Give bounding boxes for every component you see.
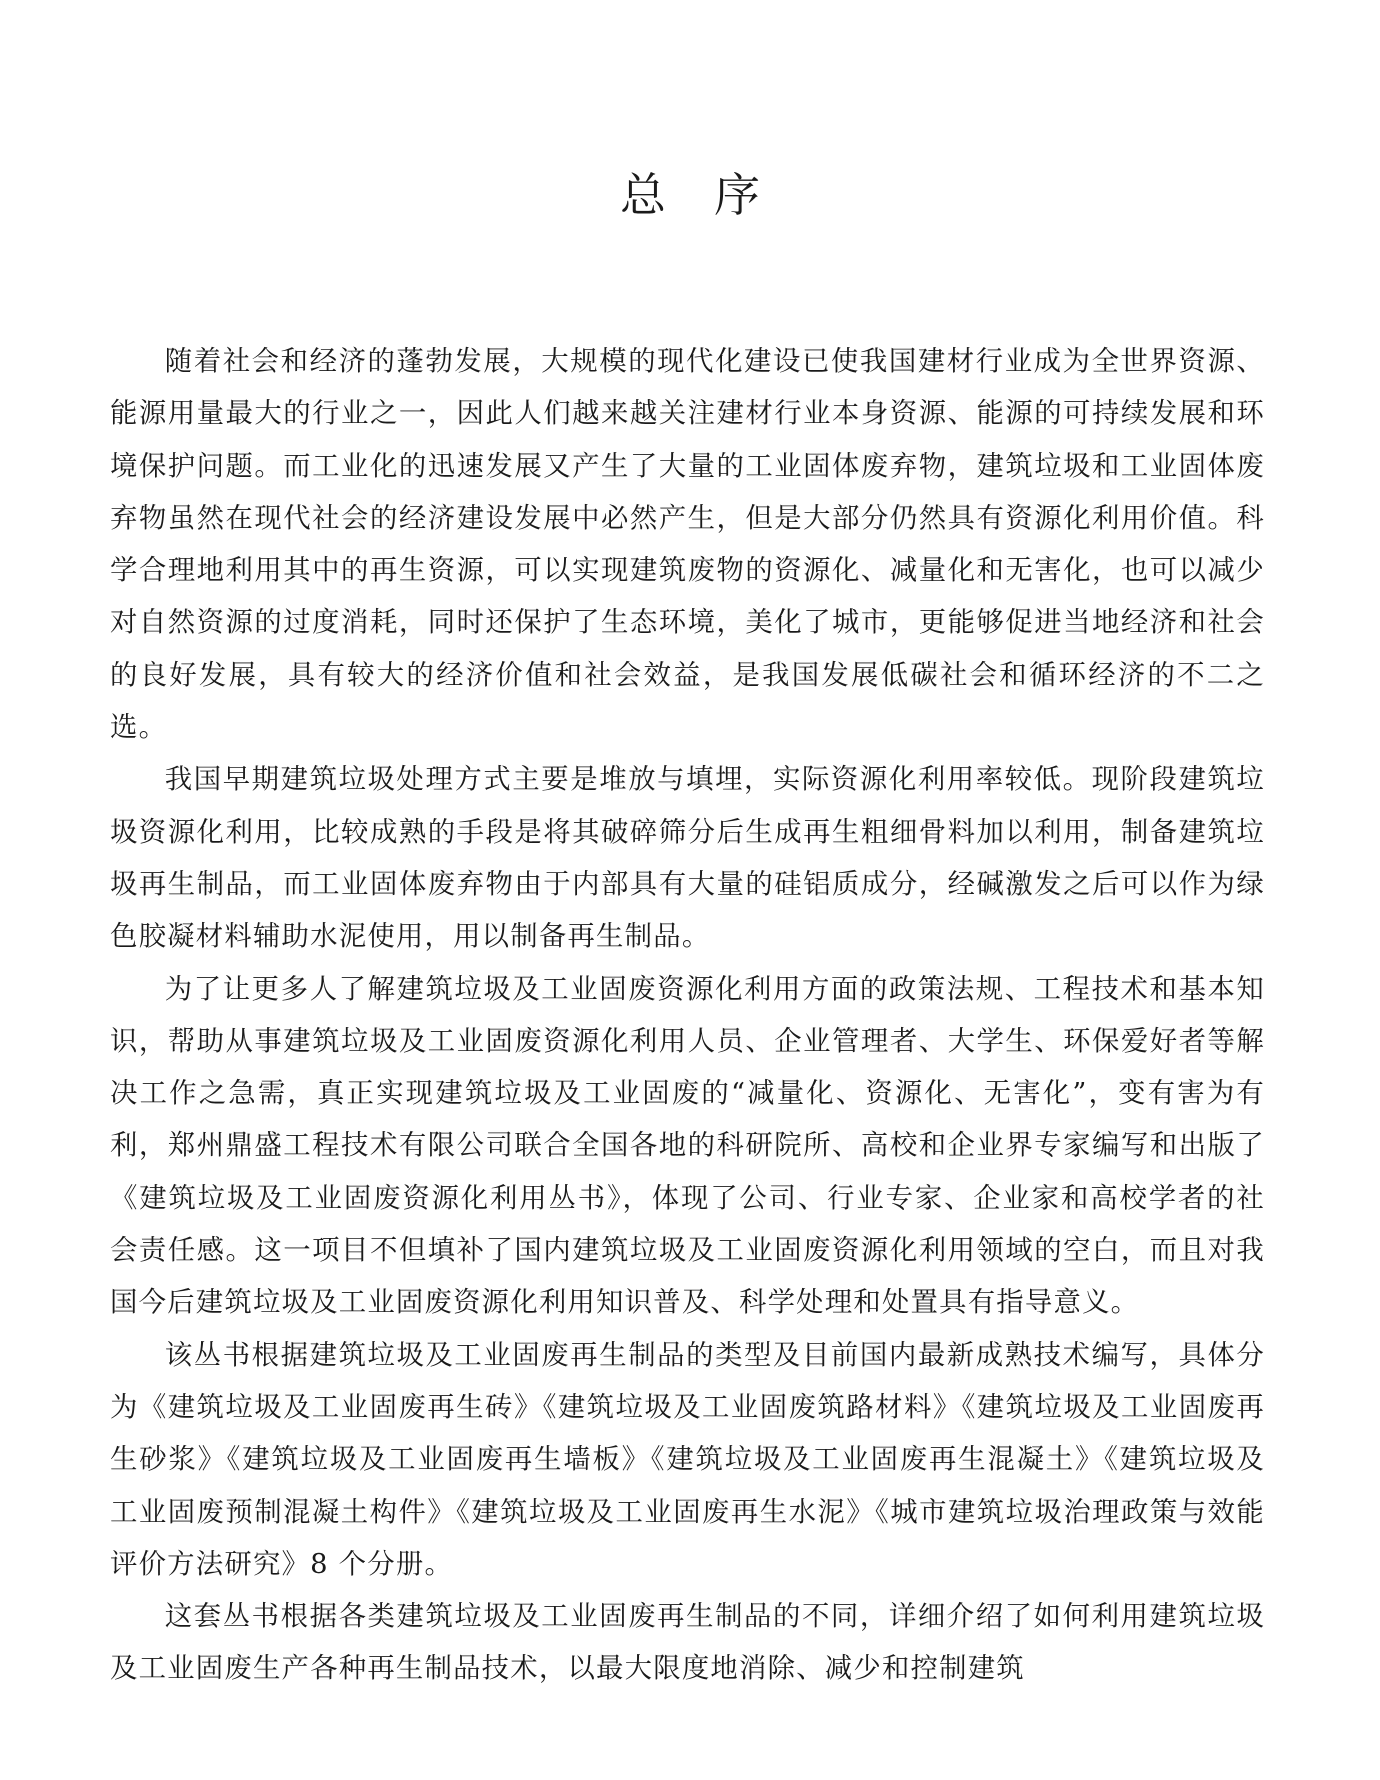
paragraph-5: 这套丛书根据各类建筑垃圾及工业固废再生制品的不同，详细介绍了如何利用建筑垃圾及工业固废生产各种再生制品技术，以最大限度地消除、减少和控制建筑 [110, 1601, 1265, 1685]
paragraph-2: 我国早期建筑垃圾处理方式主要是堆放与填埋，实际资源化利用率较低。现阶段建筑垃圾资源化利用，比较成熟的手段是将其破碎筛分后生成再生粗细骨料加以利用，制备建筑垃圾再生制品，而工业固体废弃物由于内部具有大量的硅铝质成分，经碱激发之后可以作为绿色胶凝材料辅助水泥使用，用以制备再生制品。 [110, 764, 1265, 953]
page-title: 总序 [620, 168, 808, 222]
body-text [110, 336, 1265, 1696]
paragraph-3: 为了让更多人了解建筑垃圾及工业固废资源化利用方面的政策法规、工程技术和基本知识，帮助从事建筑垃圾及工业固废资源化利用人员、企业管理者、大学生、环保爱好者等解决工作之急需，真正实现建筑垃圾及工业固废的“减量化、资源化、无害化”，变有害为有利，郑州鼎盛工程技术有限公司联合全国各地的科研院所、高校和企业界专家编写和出版了《建筑垃圾及工业固废资源化利用丛书》，体现了公司、行业专家、企业家和高校学者的社会责任感。这一项目不但填补了国内建筑垃圾及工业固废资源化利用领域的空白，而且对我国今后建筑垃圾及工业固废资源化利用知识普及、科学处理和处置具有指导意义。 [110, 973, 1265, 1319]
paragraph-4: 该丛书根据建筑垃圾及工业固废再生制品的类型及目前国内最新成熟技术编写，具体分为《建筑垃圾及工业固废再生砖》《建筑垃圾及工业固废筑路材料》《建筑垃圾及工业固废再生砂浆》《建筑垃圾及工业固废再生墙板》《建筑垃圾及工业固废再生混凝土》《建筑垃圾及工业固废预制混凝土构件》《建筑垃圾及工业固废再生水泥》《城市建筑垃圾治理政策与效能评价方法研究》8 个分册。 [110, 1339, 1265, 1580]
paragraph-1: 随着社会和经济的蓬勃发展，大规模的现代化建设已使我国建材行业成为全世界资源、能源用量最大的行业之一，因此人们越来越关注建材行业本身资源、能源的可持续发展和环境保护问题。而工业化的迅速发展又产生了大量的工业固体废弃物，建筑垃圾和工业固体废弃物虽然在现代社会的经济建设发展中必然产生，但是大部分仍然具有资源化利用价值。科学合理地利用其中的再生资源，可以实现建筑废物的资源化、减量化和无害化，也可以减少对自然资源的过度消耗，同时还保护了生态环境，美化了城市，更能够促进当地经济和社会的良好发展，具有较大的经济价值和社会效益，是我国发展低碳社会和循环经济的不二之选。 [110, 346, 1265, 744]
